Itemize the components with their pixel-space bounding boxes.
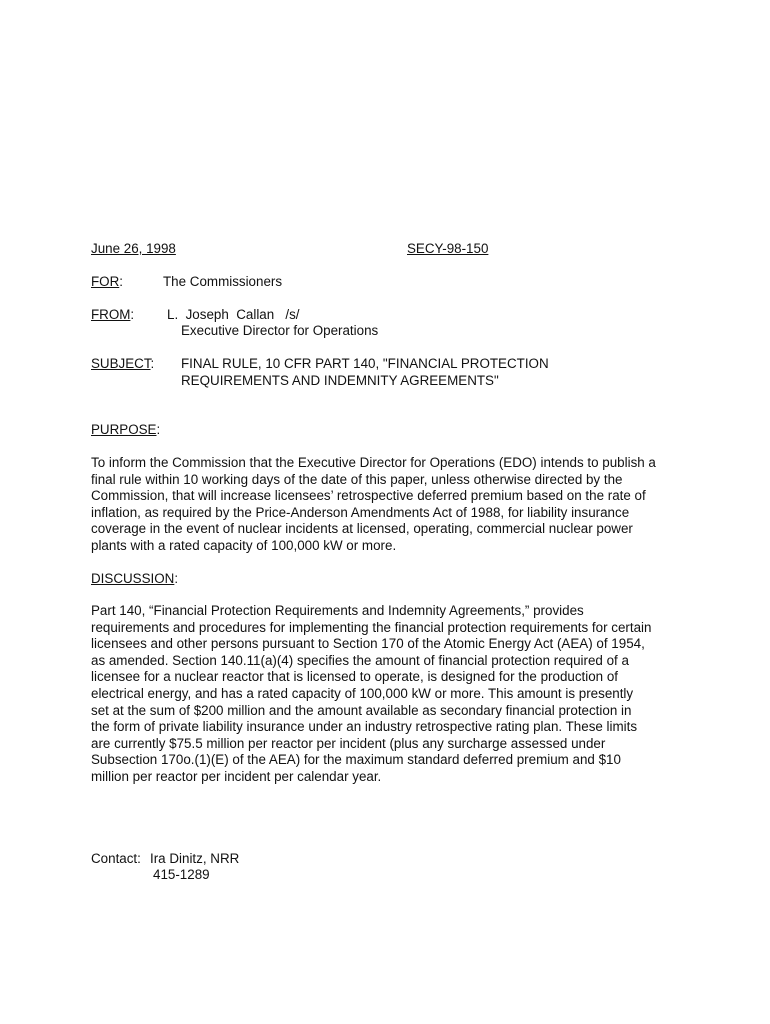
paragraph-line: final rule within 10 working days of the date of this paper, unless otherwise directed by the [91, 471, 623, 487]
subject-colon: : [150, 356, 155, 371]
purpose-colon: : [156, 422, 161, 437]
subject-label: SUBJECT [91, 356, 151, 371]
for-label-group [91, 274, 123, 291]
discussion-paragraph [91, 603, 691, 786]
paragraph-line: are currently $75.5 million per reactor per incident (plus any surcharge assessed under [91, 735, 606, 751]
discussion-heading: DISCUSSION [91, 571, 175, 586]
contact-phone: 415-1289 [153, 867, 210, 882]
contact-name: Ira Dinitz, NRR [150, 851, 240, 866]
paragraph-line: requirements and procedures for implementing the financial protection requirements for certain [91, 619, 652, 635]
from-title: Executive Director for Operations [181, 323, 379, 338]
from-colon: : [130, 307, 135, 322]
for-colon: : [119, 274, 123, 289]
for-value: The Commissioners [163, 274, 283, 289]
subject-line-1: FINAL RULE, 10 CFR PART 140, "FINANCIAL PROTECTION [181, 356, 549, 371]
paragraph-line: inflation, as required by the Price-Anderson Amendments Act of 1988, for liability insurance [91, 504, 630, 520]
from-name: L. Joseph Callan /s/ [167, 307, 300, 322]
paragraph-line: as amended. Section 140.11(a)(4) specifies the amount of financial protection required of a [91, 652, 629, 668]
paragraph-line: set at the sum of $200 million and the amount available as secondary financial protection in [91, 702, 632, 718]
purpose-heading: PURPOSE [91, 422, 157, 437]
discussion-heading-group [91, 571, 178, 588]
secy-number: SECY-98-150 [407, 241, 489, 256]
from-label: FROM [91, 307, 131, 322]
paragraph-line: To inform the Commission that the Executive Director for Operations (EDO) intends to publish a [91, 455, 656, 470]
contact-label: Contact: [91, 851, 141, 866]
paragraph-line: Part 140, “Financial Protection Requirements and Indemnity Agreements,” provides [91, 603, 584, 618]
paragraph-line: the form of private liability insurance under an industry retrospective rating plan. These limits [91, 719, 638, 735]
paragraph-line: million per reactor per incident per calendar year. [91, 768, 382, 784]
paragraph-line: plants with a rated capacity of 100,000 kW or more. [91, 537, 397, 553]
paragraph-line: Subsection 170o.(1)(E) of the AEA) for the maximum standard deferred premium and $10 [91, 752, 621, 768]
paragraph-line: Commission, that will increase licensees’ retrospective deferred premium based on the rate of [91, 488, 646, 504]
paragraph-line: licensees and other persons pursuant to Section 170 of the Atomic Energy Act (AEA) of 1954, [91, 636, 645, 652]
paragraph-line: licensee for a nuclear reactor that is licensed to operate, is designed for the production of [91, 669, 619, 685]
from-label-group [91, 307, 134, 324]
purpose-heading-group [91, 422, 160, 439]
paragraph-line: electrical energy, and has a rated capacity of 100,000 kW or more. This amount is presently [91, 685, 634, 701]
paragraph-line: coverage in the event of nuclear incidents at licensed, operating, commercial nuclear power [91, 521, 633, 537]
purpose-paragraph [91, 455, 691, 555]
subject-label-group [91, 356, 154, 373]
discussion-colon: : [174, 571, 179, 586]
subject-line-2: REQUIREMENTS AND INDEMNITY AGREEMENTS" [181, 373, 499, 388]
memo-date: June 26, 1998 [91, 241, 176, 256]
for-label: FOR [91, 274, 120, 289]
